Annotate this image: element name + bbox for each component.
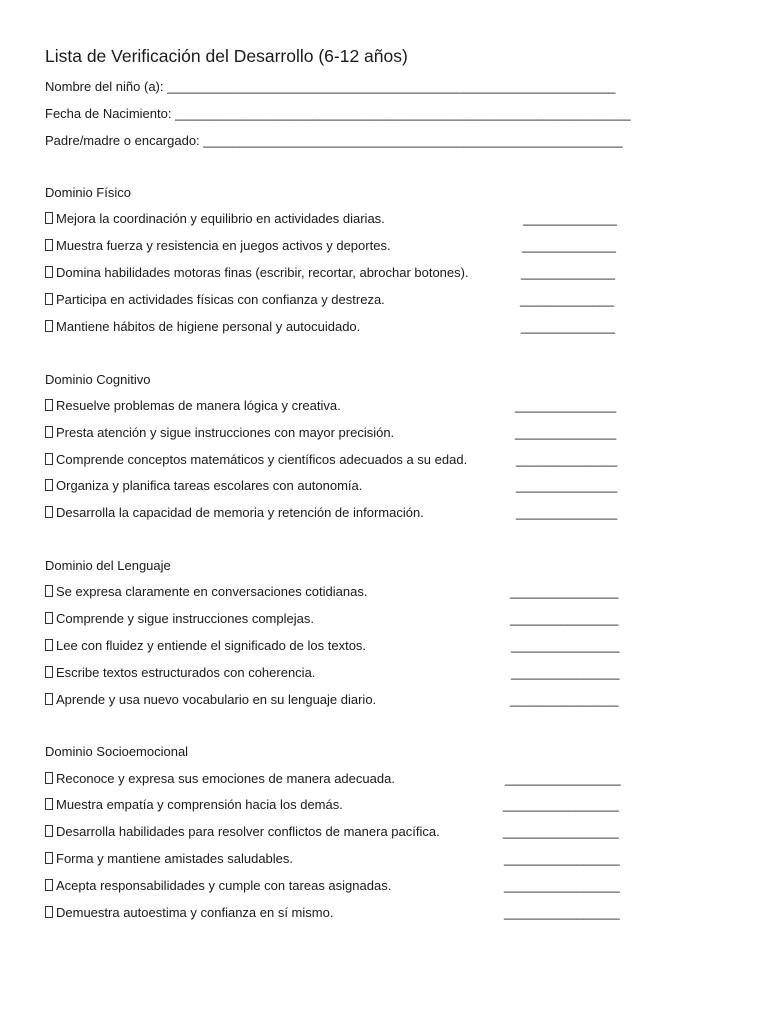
checklist-item — [45, 292, 625, 310]
item-text: Aprende y usa nuevo vocabulario en su lenguaje diario. — [56, 692, 377, 707]
item-text: Resuelve problemas de manera lógica y creativa. — [56, 398, 341, 413]
answer-line: _____________ — [521, 265, 615, 280]
checklist-item — [45, 878, 625, 896]
checkbox-icon[interactable] — [45, 612, 53, 624]
answer-line: ________________ — [504, 878, 620, 893]
item-text: Muestra fuerza y resistencia en juegos activos y deportes. — [56, 238, 391, 253]
guardian-field: Padre/madre o encargado: __________________________________________________________ — [45, 133, 623, 148]
checklist-item — [45, 638, 625, 656]
checklist-item — [45, 665, 625, 683]
checkbox-icon[interactable] — [45, 639, 53, 651]
item-text: Mejora la coordinación y equilibrio en actividades diarias. — [56, 211, 385, 226]
answer-line: _____________ — [520, 292, 614, 307]
item-text: Reconoce y expresa sus emociones de manera adecuada. — [56, 771, 395, 786]
answer-line: ______________ — [516, 452, 618, 467]
answer-line: _______________ — [510, 692, 619, 707]
checklist-item — [45, 824, 625, 842]
answer-line: ______________ — [516, 505, 618, 520]
answer-line: _______________ — [510, 584, 619, 599]
answer-line: _______________ — [510, 611, 619, 626]
answer-line: _______________ — [511, 638, 620, 653]
item-text: Acepta responsabilidades y cumple con tareas asignadas. — [56, 878, 392, 893]
checklist-item — [45, 319, 625, 337]
checklist-item — [45, 398, 625, 416]
checklist-item — [45, 478, 625, 496]
checklist-item — [45, 452, 625, 470]
item-text: Escribe textos estructurados con coherencia. — [56, 665, 316, 680]
answer-line: ________________ — [504, 851, 620, 866]
checkbox-icon[interactable] — [45, 453, 53, 465]
checkbox-icon[interactable] — [45, 239, 53, 251]
checklist-item — [45, 505, 625, 523]
checklist-item — [45, 238, 625, 256]
answer-line: ______________ — [515, 425, 617, 440]
item-text: Muestra empatía y comprensión hacia los demás. — [56, 797, 343, 812]
item-text: Desarrolla habilidades para resolver conflictos de manera pacífica. — [56, 824, 440, 839]
section-title-socioemocional: Dominio Socioemocional — [45, 744, 189, 759]
item-text: Forma y mantiene amistades saludables. — [56, 851, 294, 866]
item-text: Comprende conceptos matemáticos y científicos adecuados a su edad. — [56, 452, 468, 467]
checkbox-icon[interactable] — [45, 266, 53, 278]
checkbox-icon[interactable] — [45, 879, 53, 891]
answer-line: _____________ — [523, 211, 617, 226]
checklist-item — [45, 692, 625, 710]
item-text: Mantiene hábitos de higiene personal y autocuidado. — [56, 319, 361, 334]
item-text: Organiza y planifica tareas escolares con autonomía. — [56, 478, 363, 493]
birth-date-field: Fecha de Nacimiento: _______________________________________________________________ — [45, 106, 631, 121]
checklist-item — [45, 905, 625, 923]
answer-line: _____________ — [522, 238, 616, 253]
checkbox-icon[interactable] — [45, 399, 53, 411]
checkbox-icon[interactable] — [45, 320, 53, 332]
answer-line: ________________ — [503, 824, 619, 839]
answer-line: _____________ — [521, 319, 615, 334]
checklist-item — [45, 425, 625, 443]
item-text: Desarrolla la capacidad de memoria y retención de información. — [56, 505, 424, 520]
checkbox-icon[interactable] — [45, 825, 53, 837]
child-name-field: Nombre del niño (a): ______________________________________________________________ — [45, 79, 616, 94]
document-title: Lista de Verificación del Desarrollo (6-12 años) — [45, 46, 408, 66]
checkbox-icon[interactable] — [45, 666, 53, 678]
section-title-fisico: Dominio Físico — [45, 185, 131, 200]
checklist-item — [45, 771, 625, 789]
item-text: Presta atención y sigue instrucciones con mayor precisión. — [56, 425, 395, 440]
answer-line: _______________ — [511, 665, 620, 680]
item-text: Se expresa claramente en conversaciones cotidianas. — [56, 584, 368, 599]
checkbox-icon[interactable] — [45, 293, 53, 305]
answer-line: ________________ — [505, 771, 621, 786]
checklist-item — [45, 611, 625, 629]
answer-line: ______________ — [515, 398, 617, 413]
checkbox-icon[interactable] — [45, 426, 53, 438]
checklist-item — [45, 211, 625, 229]
checkbox-icon[interactable] — [45, 772, 53, 784]
item-text: Lee con fluidez y entiende el significado de los textos. — [56, 638, 367, 653]
answer-line: ______________ — [516, 478, 618, 493]
checklist-item — [45, 797, 625, 815]
answer-line: ________________ — [504, 905, 620, 920]
item-text: Comprende y sigue instrucciones complejas. — [56, 611, 314, 626]
checkbox-icon[interactable] — [45, 506, 53, 518]
section-title-cognitivo: Dominio Cognitivo — [45, 372, 151, 387]
checkbox-icon[interactable] — [45, 906, 53, 918]
answer-line: ________________ — [503, 797, 619, 812]
checkbox-icon[interactable] — [45, 852, 53, 864]
checklist-item — [45, 584, 625, 602]
checklist-item — [45, 851, 625, 869]
section-title-lenguaje: Dominio del Lenguaje — [45, 558, 171, 573]
checkbox-icon[interactable] — [45, 693, 53, 705]
checkbox-icon[interactable] — [45, 212, 53, 224]
item-text: Demuestra autoestima y confianza en sí mismo. — [56, 905, 334, 920]
checkbox-icon[interactable] — [45, 585, 53, 597]
checkbox-icon[interactable] — [45, 798, 53, 810]
item-text: Participa en actividades físicas con confianza y destreza. — [56, 292, 385, 307]
checkbox-icon[interactable] — [45, 479, 53, 491]
item-text: Domina habilidades motoras finas (escribir, recortar, abrochar botones). — [56, 265, 469, 280]
checklist-item — [45, 265, 625, 283]
